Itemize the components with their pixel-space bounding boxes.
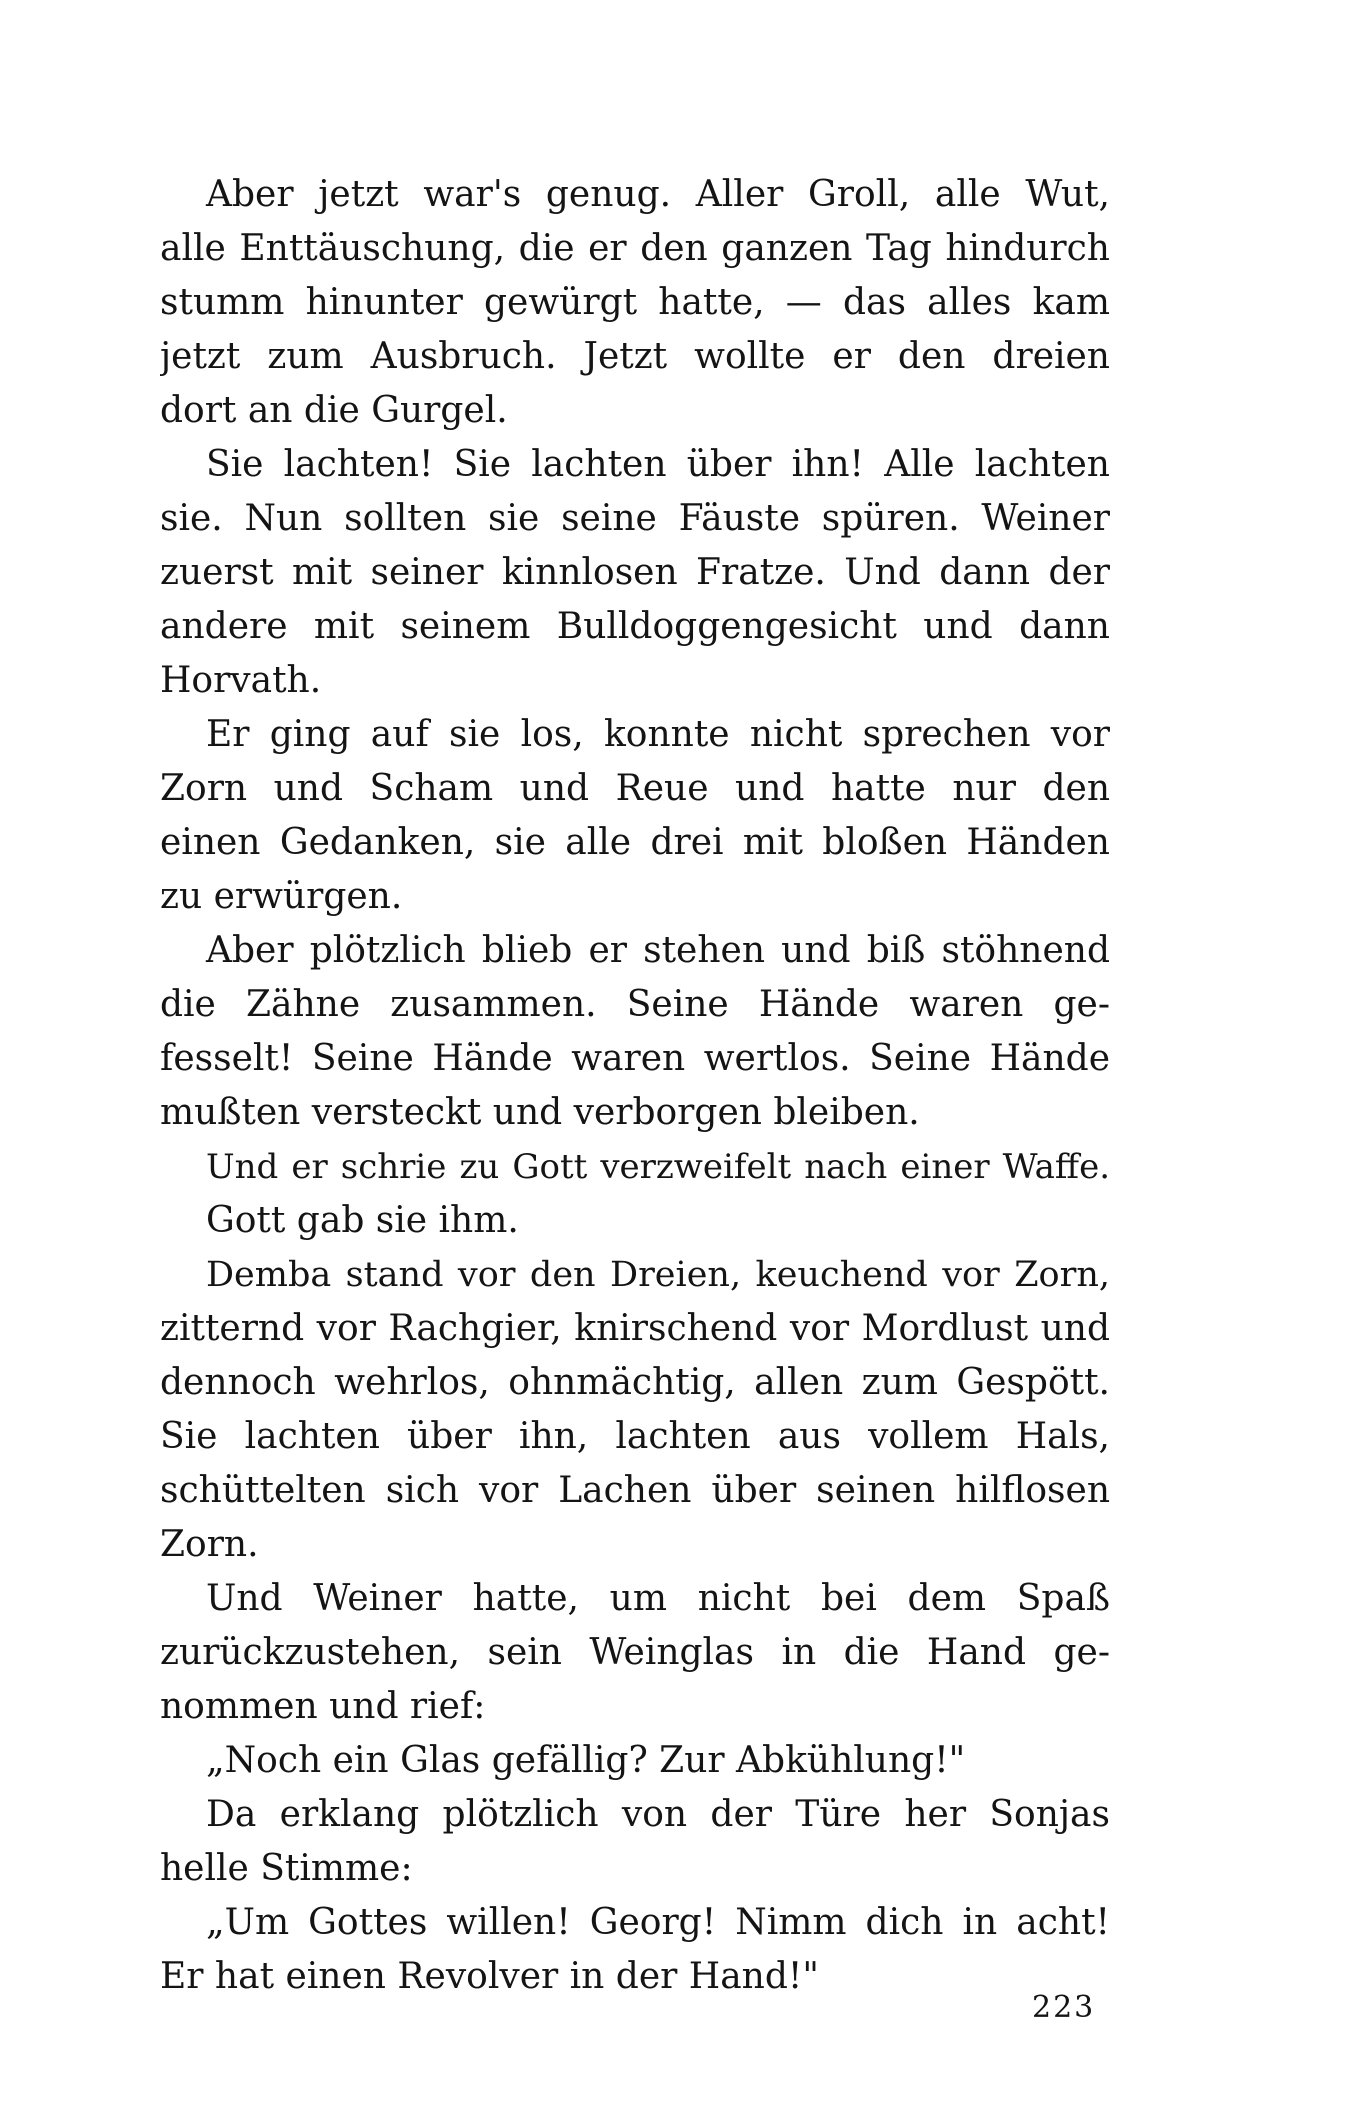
text-line: alle Enttäuschung, die er den ganzen Tag hindurch: [160, 228, 1110, 269]
text-line: „Noch ein Glas gefällig? Zur Abkühlung!": [206, 1740, 966, 1781]
text-line: „Um Gottes willen! Georg! Nimm dich in acht!: [206, 1902, 1110, 1943]
text-line: zurückzustehen, sein Weinglas in die Hand ge-: [160, 1632, 1110, 1673]
text-line: zitternd vor Rachgier, knirschend vor Mordlust und: [160, 1308, 1110, 1349]
text-line: Sie lachten! Sie lachten über ihn! Alle lachten: [206, 444, 1110, 485]
text-line: schüttelten sich vor Lachen über seinen hilflosen: [160, 1470, 1110, 1511]
body-text: [160, 168, 1110, 2004]
text-line: Gott gab sie ihm.: [206, 1200, 519, 1241]
text-line: zu erwürgen.: [160, 876, 403, 917]
text-line: Zorn und Scham und Reue und hatte nur den: [160, 768, 1110, 809]
text-line: andere mit seinem Bulldoggengesicht und dann: [160, 606, 1110, 647]
text-line: Er hat einen Revolver in der Hand!": [160, 1956, 819, 1997]
text-line: Sie lachten über ihn, lachten aus vollem Hals,: [160, 1416, 1110, 1457]
text-line: helle Stimme:: [160, 1848, 413, 1889]
text-line: stumm hinunter gewürgt hatte, — das alles kam: [160, 282, 1110, 323]
text-line: mußten versteckt und verborgen bleiben.: [160, 1092, 920, 1133]
text-line: sie. Nun sollten sie seine Fäuste spüren. Weiner: [160, 498, 1110, 539]
text-line: Und Weiner hatte, um nicht bei dem Spaß: [206, 1578, 1110, 1619]
text-line: zuerst mit seiner kinnlosen Fratze. Und dann der: [160, 552, 1110, 593]
text-line: Horvath.: [160, 660, 322, 701]
text-line: Und er schrie zu Gott verzweifelt nach einer Waffe.: [206, 1147, 1110, 1187]
text-line: Aber plötzlich blieb er stehen und biß stöhnend: [206, 930, 1110, 971]
text-line: Da erklang plötzlich von der Türe her Sonjas: [206, 1794, 1110, 1835]
text-line: Zorn.: [160, 1524, 259, 1565]
text-line: die Zähne zusammen. Seine Hände waren ge-: [160, 984, 1110, 1025]
page-number: 223: [1032, 1990, 1096, 2025]
text-line: Demba stand vor den Dreien, keuchend vor Zorn,: [206, 1255, 1110, 1295]
text-line: nommen und rief:: [160, 1686, 486, 1727]
text-line: dennoch wehrlos, ohnmächtig, allen zum Gespött.: [160, 1362, 1110, 1403]
text-line: dort an die Gurgel.: [160, 390, 508, 431]
text-line: Aber jetzt war's genug. Aller Groll, alle Wut,: [206, 174, 1110, 215]
text-line: einen Gedanken, sie alle drei mit bloßen Händen: [160, 822, 1110, 863]
text-line: fesselt! Seine Hände waren wertlos. Seine Hände: [160, 1038, 1110, 1079]
text-line: Er ging auf sie los, konnte nicht sprechen vor: [206, 714, 1110, 755]
text-line: jetzt zum Ausbruch. Jetzt wollte er den dreien: [160, 336, 1110, 377]
